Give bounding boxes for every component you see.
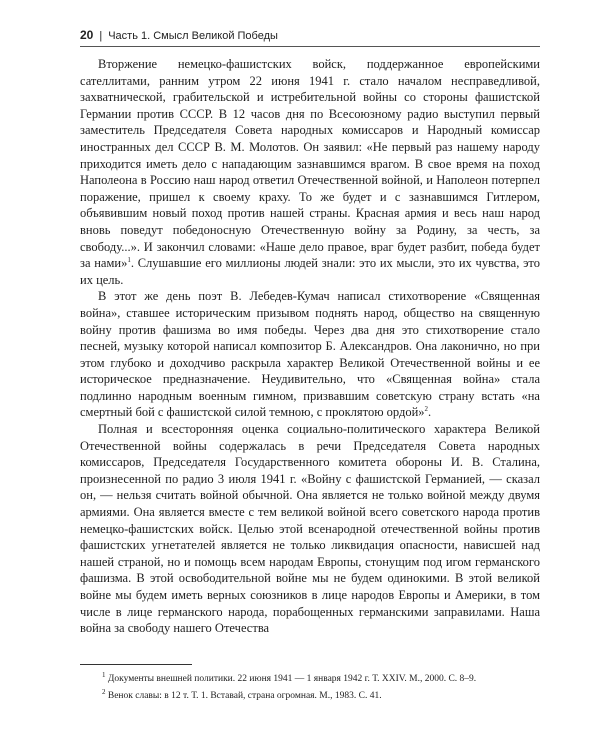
footnotes: [80, 670, 540, 707]
footnote-number: 1: [102, 670, 106, 679]
section-title: Часть 1. Смысл Великой Победы: [108, 30, 278, 42]
body-text: [80, 56, 540, 637]
footnote: $^2$ Венок славы: в 12 т. Т. 1. Вставай, страна огромная. М., 1983. С. 41.: [102, 687, 382, 701]
footnote-ref: 1: [127, 255, 131, 264]
header-rule: [80, 46, 540, 47]
paragraph: В этот же день поэт В. Лебедев-Кумач написал стихотворение «Священная война», ставшее историческим призывом поднять народ, общество на священную войну против фашизма во имя победы. Через два дня это стихотворение стало песней, музыку которой написал композитор Б. Александров. Она лаконично, но при этом глубоко и доходчиво раскрыла характер Великой Отечественной войны и ее историческое предназначение. Неудивительно, что «Священная война» стала подлинно народным военным гимном, призвавшим советскую страну встать «на смертный бой с фашистской силой темною, с проклятою ордой»$^2$.: [80, 289, 540, 420]
page-number: 20: [80, 28, 94, 42]
paragraph: Вторжение немецко-фашистских войск, поддержанное европейскими сателлитами, ранним утром 22 июня 1941 г. стало началом несправедливой, захватнической, грабительской и истребительной войны со стороны фашистской Германии против СССР. В 12 часов дня по Всесоюзному радио выступил первый заместитель Председателя Совета народных комиссаров и Народный комиссар иностранных дел СССР В. М. Молотов. Он заявил: «Не первый раз нашему народу приходится иметь дело с нападающим зазнавшимся врагом. В свое время на поход Наполеона в Россию наш народ ответил Отечественной войной, и Наполеон потерпел поражение, пришел к своему краху. То же будет и с зазнавшимся Гитлером, объявившим новый поход против нашей страны. Красная армия и весь наш народ вновь поведут победоносную Отечественную войну за Родину, за честь, за свободу...». И закончил словами: «Наше дело правое, враг будет разбит, победа будет за нами»$^1$. Слушавшие его миллионы людей знали: это их мысли, это их чувства, это их цель.: [80, 57, 540, 287]
footnote-ref: 2: [424, 405, 429, 414]
footnote: $^1$ Документы внешней политики. 22 июня 1941 — 1 января 1942 г. Т. XXIV. М., 2000. С. 8–9.: [102, 670, 477, 684]
header-separator: |: [99, 30, 103, 42]
footnote-rule: [80, 664, 192, 665]
footnote-number: 2: [102, 687, 106, 696]
paragraph: Полная и всесторонняя оценка социально-политического характера Великой Отечественной войны содержалась в речи Председателя Совета народных комиссаров, Председателя Государственного комитета обороны И. В. Сталина, произнесенной по радио 3 июля 1941 г. «Войну с фашистской Германией, — сказал он, — нельзя считать войной обычной. Она является не только войной между двумя армиями. Она является вместе с тем великой войной всего советского народа против немецко-фашистских войск. Целью этой всенародной отечественной войны против фашистских угнетателей является не только ликвидация опасности, нависшей над нашей страной, но и помощь всем народам Европы, стонущим под игом германского фашизма. В этой освободительной войне мы не будем одинокими. В этой великой войне мы будем иметь верных союзников в лице народов Европы и Америки, в том числе в лице германского народа, порабощенных германскими заправилами. Наша война за свободу нашего Отечества: [80, 422, 540, 636]
running-header: [80, 28, 540, 42]
